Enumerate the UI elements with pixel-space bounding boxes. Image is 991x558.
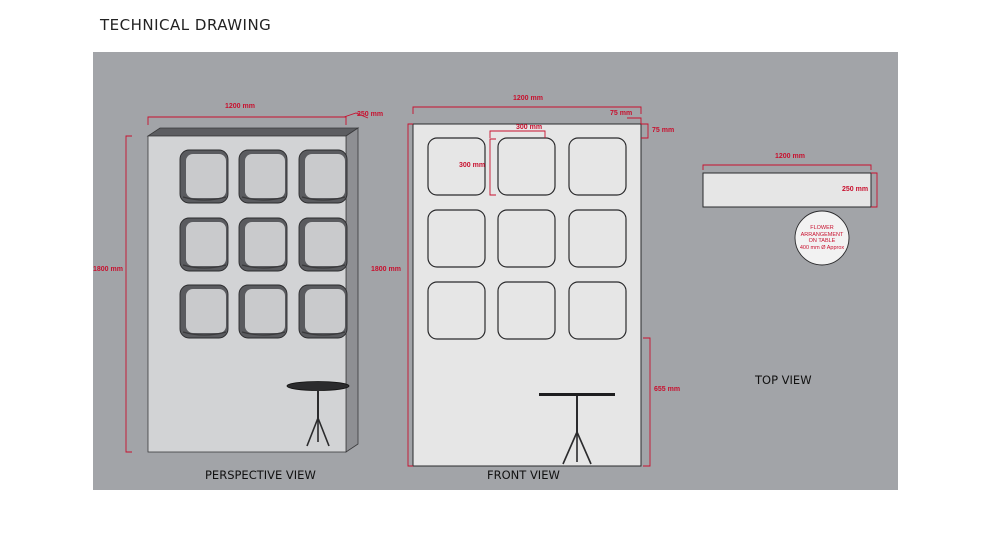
front-niche-height-dim: 300 mm <box>459 162 486 169</box>
front-width-dim: 1200 mm <box>513 95 543 102</box>
perspective-height-dim: 1800 mm <box>93 266 123 273</box>
perspective-width-dim: 1200 mm <box>225 103 255 110</box>
front-niche <box>569 210 626 267</box>
front-niche <box>498 138 555 195</box>
front-table-height-dim: 655 mm <box>654 386 681 393</box>
front-margin-side-dim: 75 mm <box>652 127 675 134</box>
perspective-niche <box>180 150 228 203</box>
front-niche-width-dim: 300 mm <box>516 124 543 131</box>
page-title: TECHNICAL DRAWING <box>100 16 272 34</box>
flower-arrangement-note <box>797 225 847 251</box>
perspective-niche <box>239 285 287 338</box>
note-line-3: ON TABLE <box>808 238 836 244</box>
perspective-niche <box>180 218 228 271</box>
perspective-view-label: PERSPECTIVE VIEW <box>205 468 316 482</box>
top-depth-dim: 250 mm <box>842 186 869 193</box>
top-width-dim: 1200 mm <box>775 153 805 160</box>
front-margin-top-dim: 75 mm <box>610 110 633 117</box>
front-niche <box>428 210 485 267</box>
note-line-2: ARRANGEMENT <box>800 231 844 238</box>
front-niche <box>569 282 626 339</box>
perspective-niche <box>180 285 228 338</box>
front-view-label: FRONT VIEW <box>487 468 560 482</box>
front-niche <box>569 138 626 195</box>
front-niche <box>498 210 555 267</box>
front-niche <box>498 282 555 339</box>
note-line-4: 400 mm Ø Approx <box>799 244 845 251</box>
front-niche <box>428 282 485 339</box>
top-view-label: TOP VIEW <box>755 373 812 387</box>
front-height-dim: 1800 mm <box>371 266 401 273</box>
note-line-1: FLOWER <box>810 225 834 231</box>
perspective-niche <box>239 150 287 203</box>
perspective-niches <box>180 150 347 338</box>
perspective-niche <box>239 218 287 271</box>
front-niches <box>428 138 626 339</box>
perspective-depth-dim: 250 mm <box>357 111 384 118</box>
perspective-niche <box>299 285 347 338</box>
perspective-niche <box>299 150 347 203</box>
perspective-niche <box>299 218 347 271</box>
